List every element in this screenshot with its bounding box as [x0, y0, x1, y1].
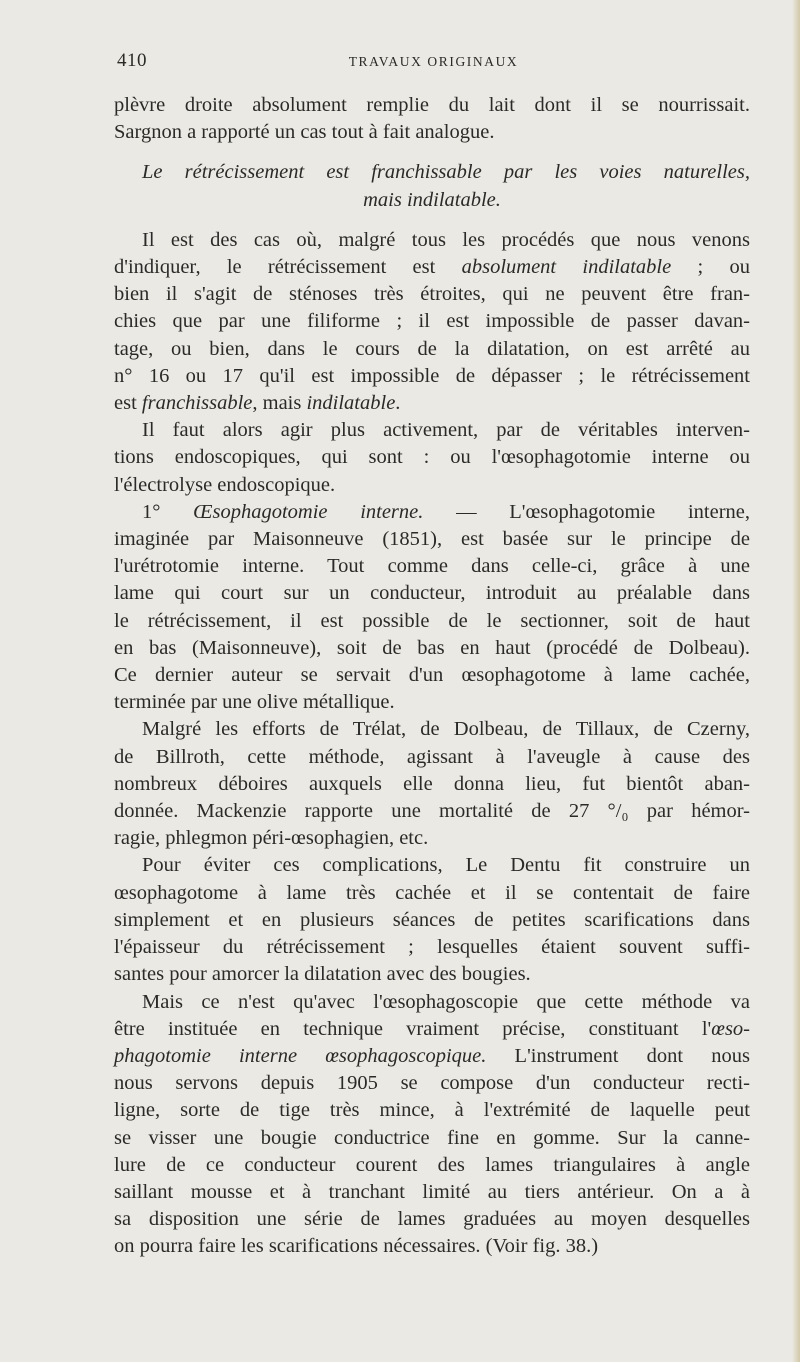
- text-line: [114, 444, 750, 471]
- text-line: [114, 1043, 750, 1070]
- text-run: l'urétrotomie interne. Tout comme dans celle-ci, grâce à une: [114, 555, 750, 578]
- text-run: ; ou: [671, 256, 750, 279]
- text-run: de Billroth, cette méthode, agissant à l'aveugle à cause des: [114, 745, 750, 768]
- text-run: Il est des cas où, malgré tous les procédés que nous venons: [142, 228, 750, 251]
- text-run: santes pour amorcer la dilatation avec des bougies.: [114, 963, 531, 986]
- text-run: plèvre droite absolument remplie du lait dont il se nourrissait.: [114, 94, 750, 116]
- text-run: tions endoscopiques, qui sont : ou l'œsophagotomie interne ou: [114, 446, 750, 469]
- text-run: imaginée par Maisonneuve (1851), est basée sur le principe de: [114, 528, 750, 551]
- text-run: lure de ce conducteur courent des lames triangulaires à angle: [114, 1153, 750, 1176]
- text-line: [114, 553, 750, 580]
- text-line: [114, 363, 750, 390]
- italic-run: Œsophagotomie interne.: [193, 500, 424, 523]
- text-run: d'indiquer, le rétrécissement est: [114, 256, 462, 279]
- text-run: Malgré les efforts de Trélat, de Dolbeau, de Tillaux, de Czerny,: [142, 718, 750, 741]
- text-line: [114, 526, 750, 553]
- subsection-heading: [114, 499, 750, 526]
- text-line: [114, 961, 750, 988]
- text-line: [114, 1233, 750, 1260]
- text-run: sa disposition une série de lames graduées au moyen desquelles: [114, 1208, 750, 1231]
- text-line: [114, 281, 750, 308]
- text-run: se visser une bougie conductrice fine en gomme. Sur la canne-: [114, 1126, 750, 1149]
- text-line: [114, 1016, 750, 1043]
- text-line: [114, 417, 750, 444]
- text-run: Ce dernier auteur se servait d'un œsophagotome à lame cachée,: [114, 664, 750, 687]
- text-run: le rétrécissement, il est possible de le sectionner, soit de haut: [114, 609, 750, 632]
- text-run: Pour éviter ces complications, Le Dentu fit construire un: [142, 854, 750, 877]
- text-line: [114, 1070, 750, 1097]
- text-run: tage, ou bien, dans le cours de la dilatation, on est arrêté au: [114, 337, 750, 360]
- italic-run: mais indilatable.: [363, 188, 501, 211]
- text-run: Il faut alors agir plus activement, par de véritables interven-: [142, 419, 750, 442]
- text-run: nombreux déboires auxquels elle donna lieu, fut bientôt aban-: [114, 772, 750, 795]
- text-line: [114, 744, 750, 771]
- running-title: TRAVAUX ORIGINAUX: [348, 54, 519, 69]
- text-run: lame qui court sur un conducteur, introduit au préalable dans: [114, 582, 750, 605]
- text-run: simplement et en plusieurs séances de petites scarifications dans: [114, 908, 750, 931]
- running-header: [117, 50, 750, 74]
- text-line: [114, 254, 750, 281]
- text-line: [114, 798, 750, 825]
- text-line: [114, 934, 750, 961]
- italic-run: phagotomie interne œsophagoscopique.: [114, 1044, 487, 1067]
- section-heading: [114, 187, 750, 214]
- text-line: [114, 1125, 750, 1152]
- text-line: [114, 635, 750, 662]
- page-number: 410: [117, 50, 147, 71]
- text-run: ragie, phlegmon péri-œsophagien, etc.: [114, 827, 429, 850]
- text-line: [114, 1179, 750, 1206]
- italic-run: Le rétrécissement est franchissable par les voies naturelles,: [142, 161, 750, 184]
- text-run: nous servons depuis 1905 se compose d'un conducteur recti-: [114, 1072, 750, 1095]
- text-line: [114, 771, 750, 798]
- text-run: en bas (Maisonneuve), soit de bas en haut (procédé de Dolbeau).: [114, 636, 750, 659]
- text-run: ligne, sorte de tige très mince, à l'extrémité de laquelle peut: [114, 1099, 750, 1122]
- text-line: [114, 227, 750, 254]
- text-run: saillant mousse et à tranchant limité au tiers antérieur. On a à: [114, 1180, 750, 1203]
- text-line: [114, 119, 750, 146]
- text-run: terminée par une olive métallique.: [114, 691, 395, 714]
- text-line: [114, 1152, 750, 1179]
- text-run: L'instrument dont nous: [486, 1044, 750, 1067]
- text-line: [114, 1206, 750, 1233]
- italic-run: franchissable: [141, 392, 253, 415]
- text-line: [114, 852, 750, 879]
- text-run: bien il s'agit de sténoses très étroites, qui ne peuvent être fran-: [114, 283, 750, 306]
- italic-run: absolument indilatable: [461, 256, 672, 279]
- text-line: [114, 716, 750, 743]
- text-run: œsophagotome à lame très cachée et il se contentait de faire: [114, 881, 750, 904]
- text-line: [114, 580, 750, 607]
- text-run: Sargnon a rapporté un cas tout à fait analogue.: [114, 121, 495, 144]
- text-run: on pourra faire les scarifications nécessaires. (Voir fig. 38.): [114, 1235, 599, 1258]
- text-run: est: [114, 392, 142, 415]
- text-run: , mais: [252, 392, 307, 415]
- text-run: chies que par une filiforme ; il est impossible de passer davan-: [114, 310, 750, 333]
- page-edge-shadow: [792, 0, 800, 1362]
- text-run: l'épaisseur du rétrécissement ; lesquelles étaient souvent suffi-: [114, 936, 750, 959]
- text-line: [114, 92, 750, 119]
- text-run: 1°: [142, 500, 194, 523]
- italic-run: indilatable: [306, 392, 396, 415]
- text-line: [114, 608, 750, 635]
- text-line: [114, 907, 750, 934]
- text-line: [114, 989, 750, 1016]
- text-run: Mais ce n'est qu'avec l'œsophagoscopie que cette méthode va: [142, 990, 750, 1013]
- text-line: [114, 472, 750, 499]
- text-line: [114, 308, 750, 335]
- text-run: — L'œsophagotomie interne,: [423, 500, 750, 523]
- text-line: [114, 825, 750, 852]
- italic-run: œso-: [711, 1017, 750, 1040]
- text-run: être instituée en technique vraiment précise, constituant l': [114, 1017, 712, 1040]
- text-run: l'électrolyse endoscopique.: [114, 473, 336, 496]
- section-heading: [114, 159, 750, 186]
- text-line: [114, 336, 750, 363]
- text-line: [114, 880, 750, 907]
- text-line: [114, 390, 750, 417]
- text-line: [114, 662, 750, 689]
- text-line: [114, 689, 750, 716]
- text-run: .: [395, 392, 401, 415]
- text-run: n° 16 ou 17 qu'il est impossible de dépasser ; le rétrécissement: [114, 364, 750, 387]
- text-run: donnée. Mackenzie rapporte une mortalité de 27 °/₀ par hémor-: [114, 800, 750, 823]
- body-text: [114, 92, 750, 1261]
- text-line: [114, 1097, 750, 1124]
